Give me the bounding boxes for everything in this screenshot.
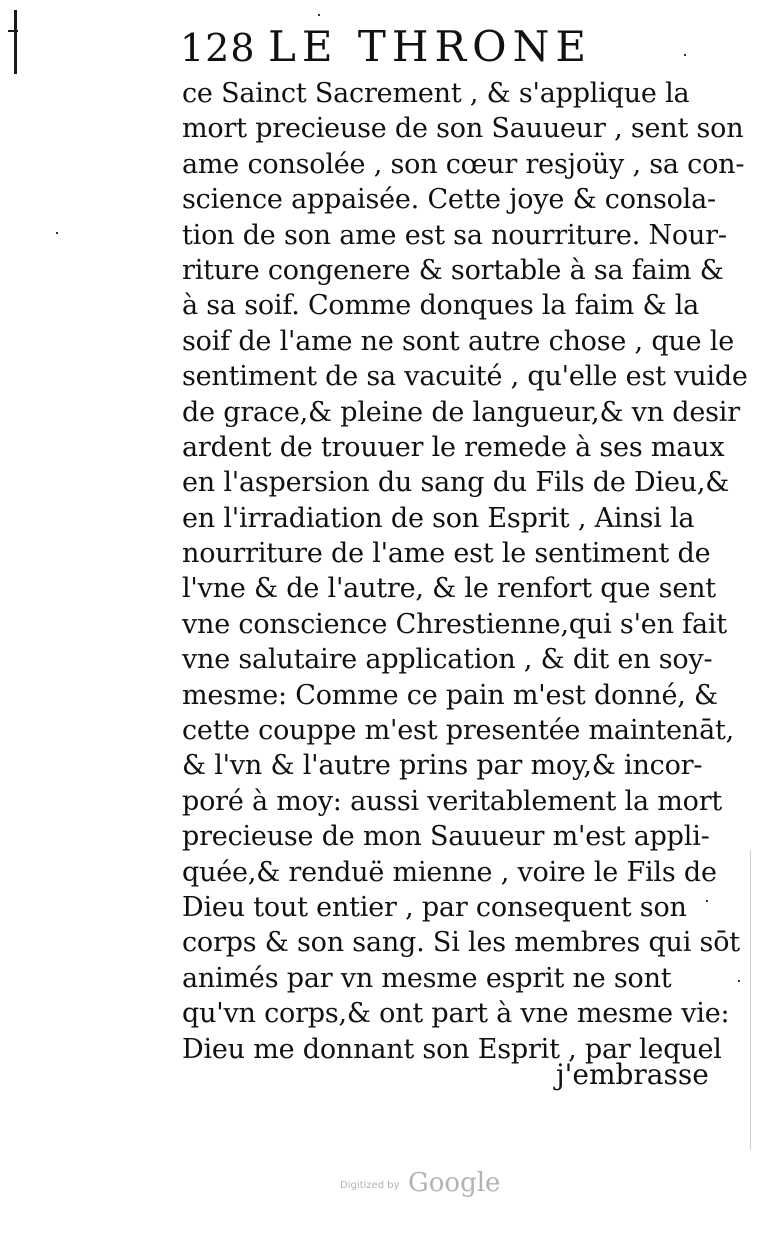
text-line: mesme: Comme ce pain m'est donné, & (182, 679, 718, 711)
text-line: cette couppe m'est presentée maintenāt, (182, 715, 735, 747)
ink-speck (706, 900, 708, 902)
text-line: corps & son sang. Si les membres qui sōt (182, 927, 740, 959)
page-edge-shadow (750, 850, 751, 1150)
text-line: ce Sainct Sacrement , & s'applique la (182, 78, 690, 109)
binding-edge-tick (8, 30, 18, 32)
binding-edge-mark (14, 10, 17, 74)
ink-speck (318, 14, 320, 16)
text-line: en l'aspersion du sang du Fils de Dieu,& (182, 467, 730, 499)
google-label: Google (408, 1168, 501, 1198)
text-line: mort precieuse de son Sauueur , sent son (182, 113, 744, 145)
text-line: poré à moy: aussi veritablement la mort (182, 785, 723, 817)
text-line: quée,& renduë mienne , voire le Fils de (182, 856, 717, 888)
digitized-by-label: Digitized by (340, 1180, 400, 1191)
text-line: animés par vn mesme esprit ne sont (182, 962, 672, 994)
text-line: à sa soif. Comme donques la faim & la (182, 290, 700, 322)
ink-speck (738, 980, 740, 982)
text-line: riture congenere & sortable à sa faim & (182, 254, 724, 286)
page-header (180, 22, 620, 72)
ink-speck (56, 232, 58, 234)
text-line: & l'vn & l'autre prins par moy,& incor- (182, 750, 703, 782)
text-line: science appaisée. Cette joye & consola- (182, 184, 716, 216)
text-line: vne conscience Chrestienne,qui s'en fait (182, 608, 727, 640)
text-line: tion de son ame est sa nourriture. Nour- (182, 219, 727, 251)
catchword: j'embrasse (556, 1058, 709, 1091)
text-line: ardent de trouuer le remede à ses maux (182, 431, 725, 463)
text-line: precieuse de mon Sauueur m'est appli- (182, 821, 710, 853)
text-line: ame consolée , son cœur resjoüy , sa con- (182, 148, 745, 180)
text-line: de grace,& pleine de langueur,& vn desir (182, 396, 740, 428)
text-line: vne salutaire application , & dit en soy- (182, 644, 713, 676)
text-line: qu'vn corps,& ont part à vne mesme vie: (182, 998, 730, 1030)
page-number: 128 (180, 26, 256, 70)
text-line: en l'irradiation de son Esprit , Ainsi la (182, 502, 695, 534)
ink-speck (684, 54, 686, 56)
text-line: Dieu me donnant son Esprit , par lequel (182, 1033, 722, 1065)
digitization-watermark (340, 1168, 540, 1204)
text-line: soif de l'ame ne sont autre chose , que le (182, 325, 734, 357)
body-text (182, 76, 748, 1067)
text-line: Dieu tout entier , par consequent son (182, 891, 687, 923)
text-line: nourriture de l'ame est le sentiment de (182, 538, 711, 570)
text-line: sentiment de sa vacuité , qu'elle est vuide (182, 361, 748, 393)
running-title: LE THRONE (268, 22, 593, 71)
text-line: l'vne & de l'autre, & le renfort que sent (182, 573, 716, 605)
